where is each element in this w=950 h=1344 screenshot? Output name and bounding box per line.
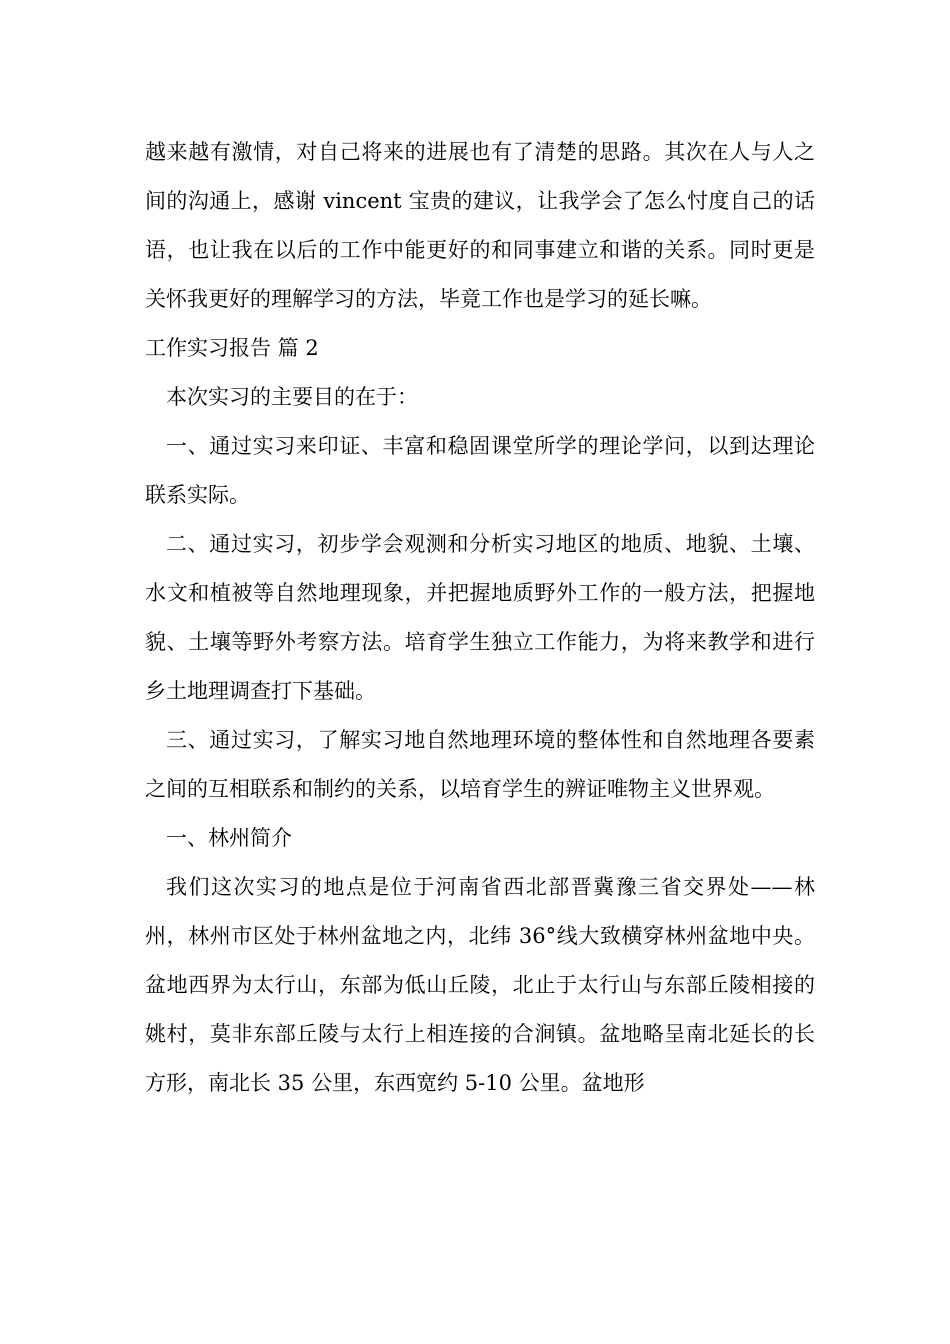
document-body — [145, 128, 815, 1108]
subsection-heading: 一、林州简介 — [166, 826, 292, 850]
paragraph-linzhou-intro: 我们这次实习的地点是位于河南省西北部晋冀豫三省交界处——林州，林州市区处于林州盆地之内，北纬 36°线大致横穿林州盆地中央。盆地西界为太行山，东部为低山丘陵，北止于太行山与东部丘陵相接的姚村，莫非东部丘陵与太行上相连接的合涧镇。盆地略呈南北延长的长方形，南北长 35 公里，东西宽约 5-10 公里。盆地形 — [145, 875, 815, 1095]
paragraph-purpose-intro: 本次实习的主要目的在于： — [166, 385, 418, 409]
paragraph-purpose-3: 三、通过实习，了解实习地自然地理环境的整体性和自然地理各要素之间的互相联系和制约的关系，以培育学生的辨证唯物主义世界观。 — [145, 728, 815, 801]
paragraph-continuation: 越来越有激情，对自己将来的进展也有了清楚的思路。其次在人与人之间的沟通上，感谢 vincent 宝贵的建议，让我学会了怎么忖度自己的话语，也让我在以后的工作中能更好的和同事建立和谐的关系。同时更是关怀我更好的理解学习的方法，毕竟工作也是学习的延长嘛。 — [145, 140, 815, 311]
paragraph-purpose-2: 二、通过实习，初步学会观测和分析实习地区的地质、地貌、土壤、水文和植被等自然地理现象，并把握地质野外工作的一般方法，把握地貌、土壤等野外考察方法。培育学生独立工作能力，为将来教学和进行乡土地理调查打下基础。 — [145, 532, 815, 703]
section-heading: 工作实习报告 篇 2 — [145, 336, 319, 360]
paragraph-purpose-1: 一、通过实习来印证、丰富和稳固课堂所学的理论学问，以到达理论联系实际。 — [145, 434, 815, 507]
